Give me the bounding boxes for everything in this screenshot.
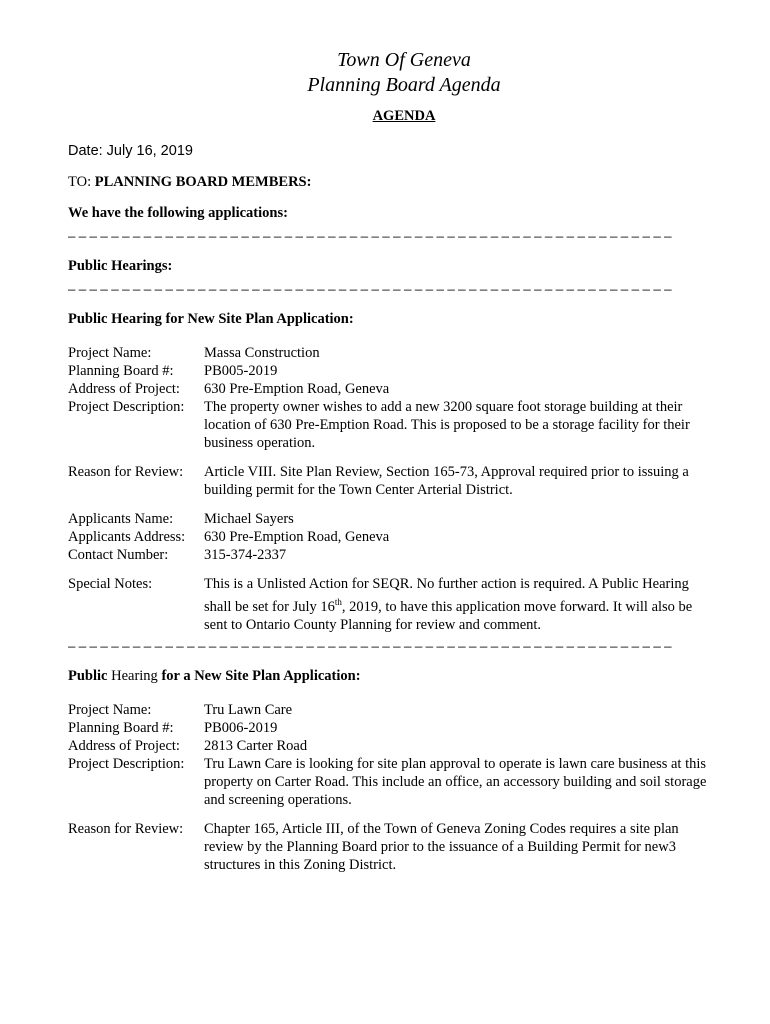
application-2-details	[68, 701, 718, 874]
field-value: 315-374-2337	[204, 547, 287, 563]
description-row	[68, 398, 718, 452]
to-prefix: TO:	[68, 174, 95, 190]
application-title-text: Public Hearing for New Site Plan Application:	[68, 311, 354, 327]
address-row	[68, 737, 718, 755]
field-value: Article VIII. Site Plan Review, Section 165-73, Approval required prior to issuing a building permit for the Town Center Arterial District.	[204, 464, 689, 498]
divider: _ _ _ _ _ _ _ _ _ _ _ _ _ _ _ _ _ _ _ _ _ _ _ _ _ _ _ _ _ _ _ _ _ _ _ _ _ _ _ _ _ _ _ _ _ _ _ _ _ _ _ _ _ _ _ _	[68, 224, 672, 238]
field-label: Address of Project:	[68, 737, 180, 754]
field-value: Tru Lawn Care	[204, 701, 293, 718]
field-value: The property owner wishes to add a new 3200 square foot storage building at their location of 630 Pre-Emption Road. This is proposed to be a storage facility for their business operation.	[204, 399, 690, 451]
field-value: Michael Sayers	[204, 511, 294, 527]
application-1-title	[68, 311, 718, 328]
field-label: Contact Number:	[68, 547, 169, 563]
description-row	[68, 755, 718, 809]
title-line-1: Town Of Geneva	[337, 49, 471, 71]
divider: _ _ _ _ _ _ _ _ _ _ _ _ _ _ _ _ _ _ _ _ _ _ _ _ _ _ _ _ _ _ _ _ _ _ _ _ _ _ _ _ _ _ _ _ _ _ _ _ _ _ _ _ _ _ _ _	[68, 277, 672, 291]
to-recipient: PLANNING BOARD MEMBERS:	[94, 174, 312, 190]
board-number-row	[68, 362, 718, 380]
field-label: Project Description:	[68, 755, 185, 772]
reason-row	[68, 463, 718, 499]
notes-superscript: th	[334, 597, 342, 607]
special-notes-row	[68, 575, 718, 634]
applicant-address-row	[68, 528, 718, 546]
field-label: Applicants Address:	[68, 529, 186, 545]
field-value: PB006-2019	[204, 719, 278, 736]
field-label: Address of Project:	[68, 381, 180, 397]
document-title	[68, 48, 718, 98]
field-label: Project Description:	[68, 399, 185, 415]
application-1-details	[68, 344, 718, 634]
address-row	[68, 380, 718, 398]
applicant-name-row	[68, 510, 718, 528]
field-label: Project Name:	[68, 345, 152, 361]
field-value: 2813 Carter Road	[204, 737, 308, 754]
public-hearings-heading: Public Hearings:	[68, 258, 173, 274]
field-label: Reason for Review:	[68, 464, 184, 480]
intro-text: We have the following applications:	[68, 205, 288, 221]
field-value: Chapter 165, Article III, of the Town of Geneva Zoning Codes requires a site plan review by the Planning Board prior to the issuance of a Building Permit for new3 structures in this Zoning District.	[204, 820, 679, 873]
divider: _ _ _ _ _ _ _ _ _ _ _ _ _ _ _ _ _ _ _ _ _ _ _ _ _ _ _ _ _ _ _ _ _ _ _ _ _ _ _ _ _ _ _ _ _ _ _ _ _ _ _ _ _ _ _ _	[68, 633, 672, 648]
notes-text-2: , 2019, to have this application move forward. It will also be sent to Ontario County Planning for review and comment.	[204, 598, 693, 633]
reason-row	[68, 820, 718, 874]
field-value: Tru Lawn Care is looking for site plan approval to operate is lawn care business at this property on Carter Road. This include an office, an accessory building and soil storage and screening operations.	[204, 755, 707, 808]
agenda-document	[68, 48, 718, 874]
project-name-row	[68, 344, 718, 362]
field-label: Reason for Review:	[68, 820, 184, 837]
notes-text-1: This is a Unlisted Action for SEQR. No further action is required. A Public Hearing shall be set for July 16	[204, 576, 689, 615]
field-value: Massa Construction	[204, 345, 320, 361]
field-value	[204, 575, 718, 634]
field-label: Applicants Name:	[68, 511, 174, 527]
application-2-title	[68, 668, 718, 685]
field-value: PB005-2019	[204, 363, 278, 379]
agenda-heading: AGENDA	[372, 108, 436, 124]
title-bold-rest: for a New Site Plan Application:	[161, 667, 361, 684]
field-value: 630 Pre-Emption Road, Geneva	[204, 381, 390, 397]
field-label: Planning Board #:	[68, 363, 174, 379]
board-number-row	[68, 719, 718, 737]
title-bold-public: Public	[68, 667, 108, 684]
field-label: Project Name:	[68, 701, 152, 718]
title-line-2: Planning Board Agenda	[307, 74, 501, 96]
field-label: Planning Board #:	[68, 719, 174, 736]
project-name-row	[68, 701, 718, 719]
meeting-date: Date: July 16, 2019	[68, 143, 193, 159]
title-plain-hearing: Hearing	[107, 667, 162, 684]
contact-row	[68, 546, 718, 564]
field-value: 630 Pre-Emption Road, Geneva	[204, 529, 390, 545]
field-label: Special Notes:	[68, 576, 153, 592]
to-line	[68, 174, 718, 191]
